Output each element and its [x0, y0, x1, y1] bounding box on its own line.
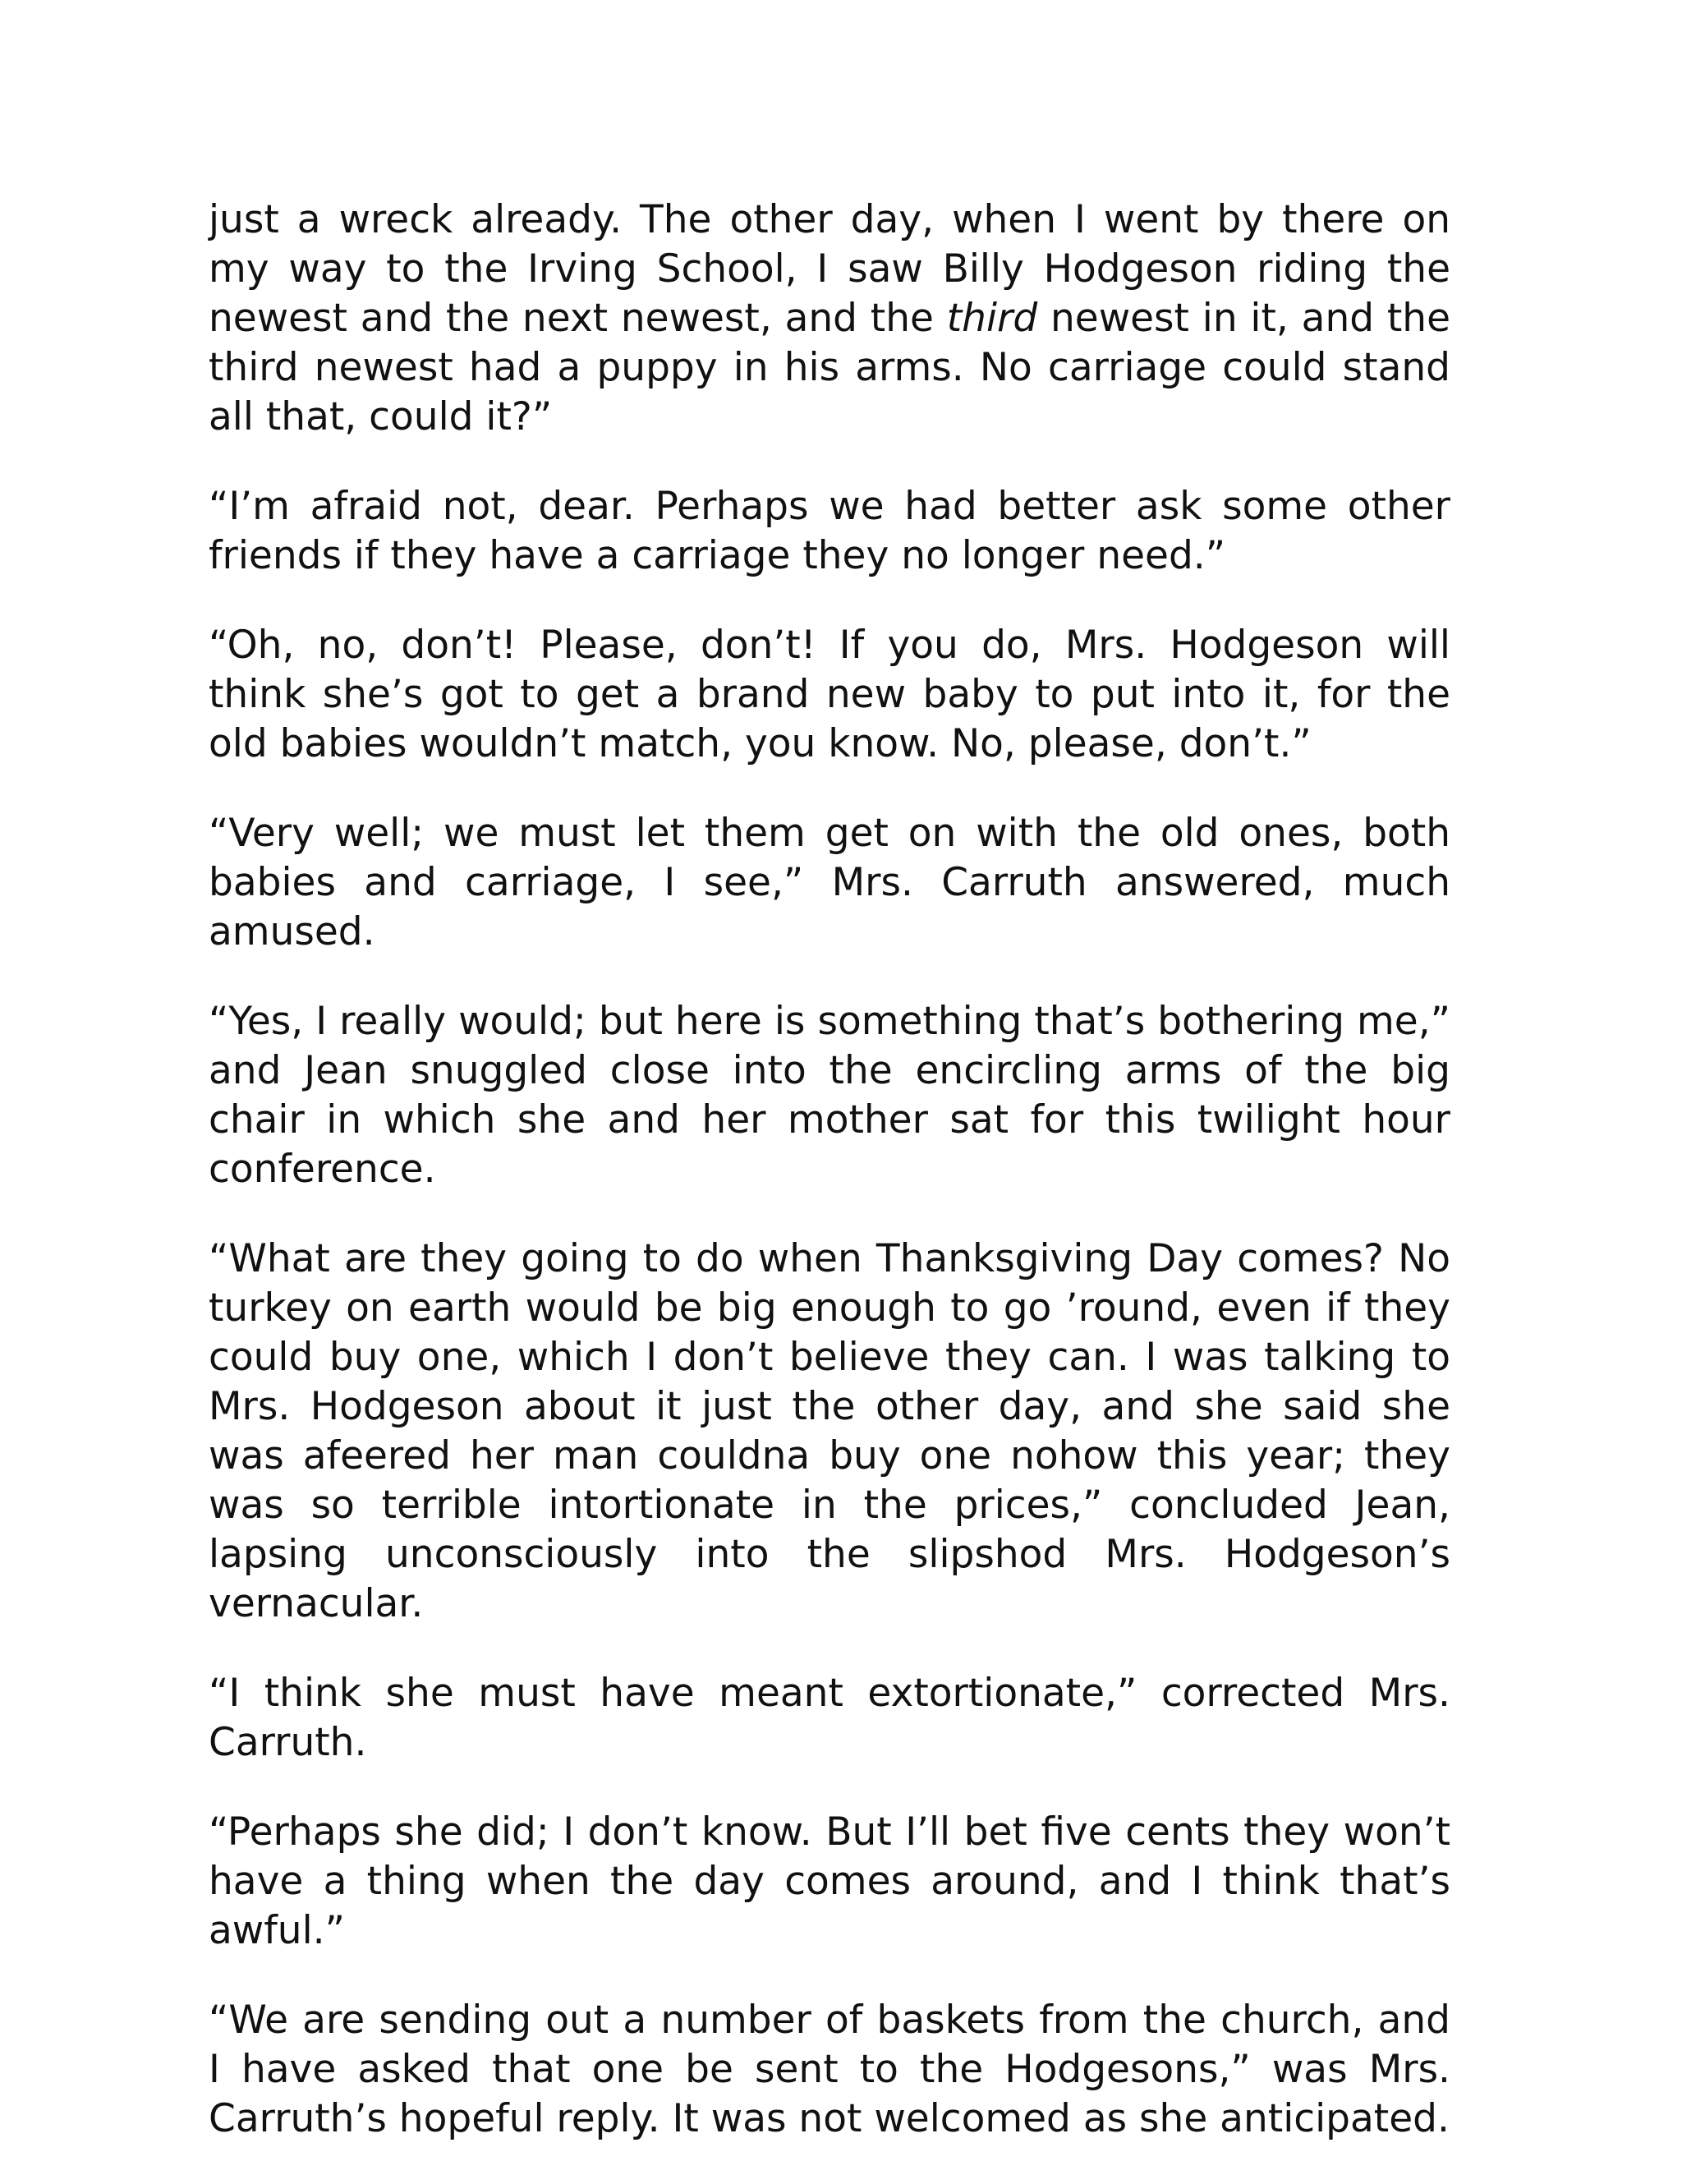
paragraph-1-emphasis: third [946, 296, 1038, 341]
paragraph-8: “Perhaps she did; I don’t know. But I’ll bet five cents they won’t have a thing when the day comes around, and I think that’s awful.” [209, 1809, 1450, 1953]
paragraph-7: “I think she must have meant extortionate,” corrected Mrs. Carruth. [209, 1671, 1450, 1765]
paragraph-1 [209, 195, 1450, 442]
paragraph-3: “Oh, no, don’t! Please, don’t! If you do, Mrs. Hodgeson will think she’s got to get a brand new baby to put into it, for the old babies wouldn’t match, you know. No, please, don’t.” [209, 623, 1450, 766]
paragraph-5: “Yes, I really would; but here is something that’s bothering me,” and Jean snuggled close into the encircling arms of the big chair in which she and her mother sat for this twilight hour conference. [209, 999, 1450, 1192]
paragraph-6: “What are they going to do when Thanksgiving Day comes? No turkey on earth would be big enough to go ’round, even if they could buy one, which I don’t believe they can. I was talking to Mrs. Hodgeson about it just the other day, and she said she was afeered her man couldna buy one nohow this year; they was so terrible intortionate in the prices,” concluded Jean, lapsing unconsciously into the slipshod Mrs. Hodgeson’s vernacular. [209, 1236, 1450, 1626]
paragraph-9: “We are sending out a number of baskets from the church, and I have asked that one be sent to the Hodgesons,” was Mrs. Carruth’s hopeful reply. It was not welcomed as she anticipated. [209, 1998, 1450, 2141]
paragraph-1-text-end: newest in it, and the third newest had a puppy in his arms. No carriage could stand all that, could it?” [209, 296, 1451, 439]
paragraph-2: “I’m afraid not, dear. Perhaps we had better ask some other friends if they have a carriage they no longer need.” [209, 484, 1450, 578]
paragraph-1-text-start: just a wreck already. The other day, when I went by there on my way to the Irving School, I saw Billy Hodgeson riding the newest and the next newest, and the [209, 197, 1450, 341]
book-page [209, 195, 1450, 2184]
paragraph-4: “Very well; we must let them get on with the old ones, both babies and carriage, I see,” Mrs. Carruth answered, much amused. [209, 811, 1450, 954]
